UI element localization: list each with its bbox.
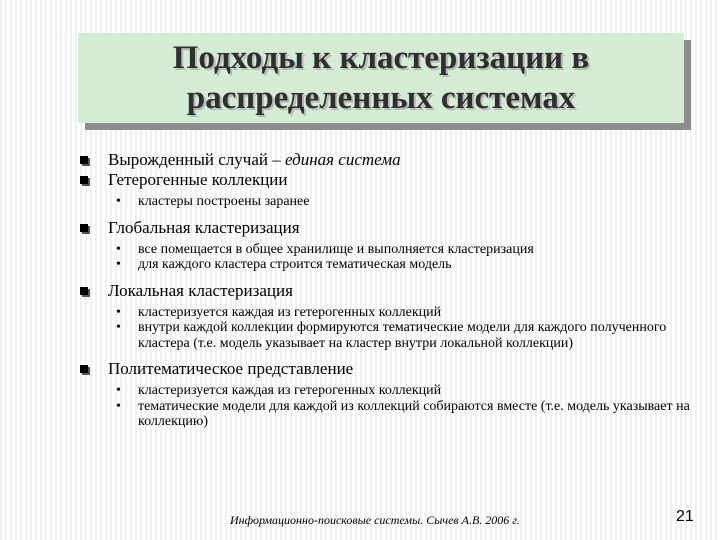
sub-bullet-text: все помещается в общее хранилище и выполняется кластеризация [138, 241, 534, 257]
sub-bullet [116, 242, 700, 258]
round-bullet-icon: • [116, 194, 121, 209]
square-bullet-icon [80, 176, 88, 184]
square-bullet-icon [80, 365, 88, 373]
sub-bullets-local [116, 305, 700, 352]
bullet-local-clustering [80, 281, 700, 301]
slide-title-box [78, 33, 684, 123]
sub-bullet [116, 305, 700, 321]
bullet-heterogeneous-collections [80, 170, 700, 190]
sub-bullet [116, 257, 700, 273]
bullet-text: Гетерогенные коллекции [108, 170, 288, 189]
round-bullet-icon: • [116, 320, 121, 335]
sub-bullet-text: кластеры построены заранее [138, 194, 310, 209]
bullet-text: Локальная кластеризация [108, 280, 293, 300]
round-bullet-icon: • [116, 241, 121, 257]
sub-bullet-text: тематические модели для каждой из коллекций собираются вместе (т.е. модель указывает на коллекцию) [138, 398, 690, 429]
sub-bullets-heterogeneous [116, 194, 700, 210]
slide-title-line-1: Подходы к кластеризации в [172, 40, 590, 76]
bullet-degenerate-case [80, 150, 700, 170]
square-bullet-icon [80, 224, 88, 232]
sub-bullet [116, 399, 700, 430]
sub-bullet-text: внутри каждой коллекции формируются тематические модели для каждого полученного кластера (т.е. модель указывает на кластер внутри локальной коллекции) [138, 320, 667, 351]
round-bullet-icon: • [116, 383, 121, 398]
slide-footer: Информационно-поисковые системы. Сычев А.В. 2006 г. [230, 513, 520, 527]
sub-bullets-polythematic [116, 383, 700, 430]
sub-bullet [116, 194, 700, 210]
sub-bullet [116, 320, 700, 351]
round-bullet-icon: • [116, 304, 121, 320]
bullet-text: Глобальная кластеризация [108, 217, 300, 237]
bullet-global-clustering [80, 218, 700, 238]
slide-title-line-2: распределенных системах [186, 80, 576, 116]
round-bullet-icon: • [116, 257, 121, 272]
sub-bullets-global [116, 242, 700, 273]
sub-bullet-text: для каждого кластера строится тематическая модель [138, 257, 452, 272]
bullet-text: Вырожденный случай – [108, 150, 285, 169]
bullet-emphasis: единая система [284, 150, 401, 169]
sub-bullet-text: кластеризуется каждая из гетерогенных коллекций [138, 383, 442, 398]
bullet-polythematic-representation [80, 359, 700, 379]
page-number: 21 [676, 508, 694, 525]
sub-bullet [116, 383, 700, 399]
slide-content [80, 150, 700, 430]
round-bullet-icon: • [116, 398, 121, 414]
sub-bullet-text: кластеризуется каждая из гетерогенных коллекций [138, 304, 442, 320]
square-bullet-icon [80, 156, 88, 164]
square-bullet-icon [80, 287, 88, 295]
bullet-text: Политематическое представление [108, 359, 354, 378]
